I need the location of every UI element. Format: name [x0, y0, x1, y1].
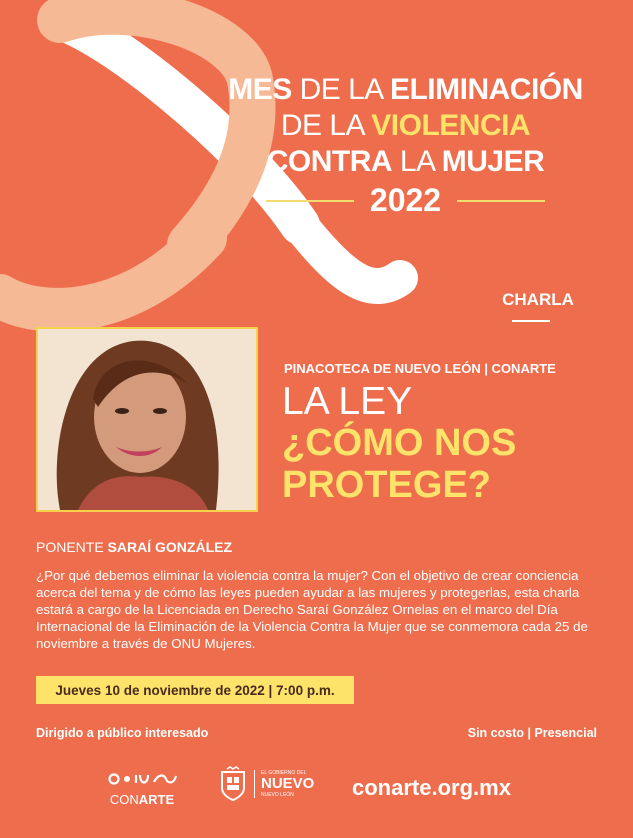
event-audience: Dirigido a público interesado: [36, 726, 209, 740]
title-word-eliminacion: ELIMINACIÓN: [389, 73, 583, 106]
website-url[interactable]: conarte.org.mx: [352, 775, 511, 800]
year-row: [228, 182, 583, 219]
campaign-title: [228, 72, 583, 219]
conarte-logo: [106, 772, 178, 807]
speaker-portrait-illustration: [38, 329, 256, 510]
title-word-contra: CONTRA: [266, 145, 393, 178]
nl-logo-wordmark: [261, 770, 314, 798]
conarte-logo-text-arte: ARTE: [138, 792, 175, 807]
event-headline-line-3: PROTEGE?: [282, 464, 492, 506]
year-rule-right: [457, 200, 545, 202]
title-word-mes: MES: [228, 73, 292, 106]
title-word-mujer: MUJER: [441, 145, 545, 178]
conarte-symbol-icon: [106, 772, 178, 786]
title-word-violencia: VIOLENCIA: [371, 109, 531, 142]
year-rule-left: [266, 200, 354, 202]
nl-logo-caption-bottom: NUEVO LEÓN: [261, 792, 294, 798]
nuevo-leon-coat-of-arms-icon: [218, 766, 248, 802]
speaker-line: [36, 539, 232, 555]
title-line-2: [228, 108, 583, 144]
speaker-prefix: PONENTE: [36, 539, 108, 555]
event-description: ¿Por qué debemos eliminar la violencia contra la mujer? Con el objetivo de crear conciencia acerca del tema y de cómo las leyes pueden ayudar a las mujeres y protegerlas, esta charla estará a cargo de la Licenciada en Derecho Saraí González Ornelas en el marco del Día Internacional de la Eliminación de la Violencia Contra la Mujer que se conmemora cada 25 de noviembre a través de ONU Mujeres.: [36, 568, 588, 651]
event-headline-ley: LA LEY: [282, 380, 413, 423]
event-headline-question: [282, 422, 516, 506]
event-datetime-badge: Jueves 10 de noviembre de 2022 | 7:00 p.m.: [36, 676, 354, 704]
conarte-logo-text-con: CON: [109, 792, 139, 807]
nl-logo-caption-top: EL GOBIERNO DEL: [261, 770, 307, 776]
nl-logo-nuevo: NUEVO: [261, 775, 315, 792]
event-headline-line-2: ¿CÓMO NOS: [282, 422, 517, 464]
event-cost: Sin costo | Presencial: [467, 726, 597, 740]
title-line-1: [228, 72, 583, 108]
event-type-underline: [512, 320, 550, 322]
nuevo-leon-government-logo: [218, 766, 314, 802]
nl-logo-separator: [254, 770, 255, 798]
title-line-3: [228, 144, 583, 180]
speaker-name: SARAÍ GONZÁLEZ: [107, 539, 233, 555]
title-word-de-la: DE LA: [291, 73, 390, 106]
title-word-la: LA: [392, 145, 442, 178]
title-word-de-la-2: DE LA: [280, 109, 372, 142]
campaign-year: 2022: [369, 182, 442, 218]
speaker-photo: [36, 327, 258, 512]
event-type-label: CHARLA: [502, 290, 574, 309]
event-venue: PINACOTECA DE NUEVO LEÓN | CONARTE: [284, 361, 556, 376]
